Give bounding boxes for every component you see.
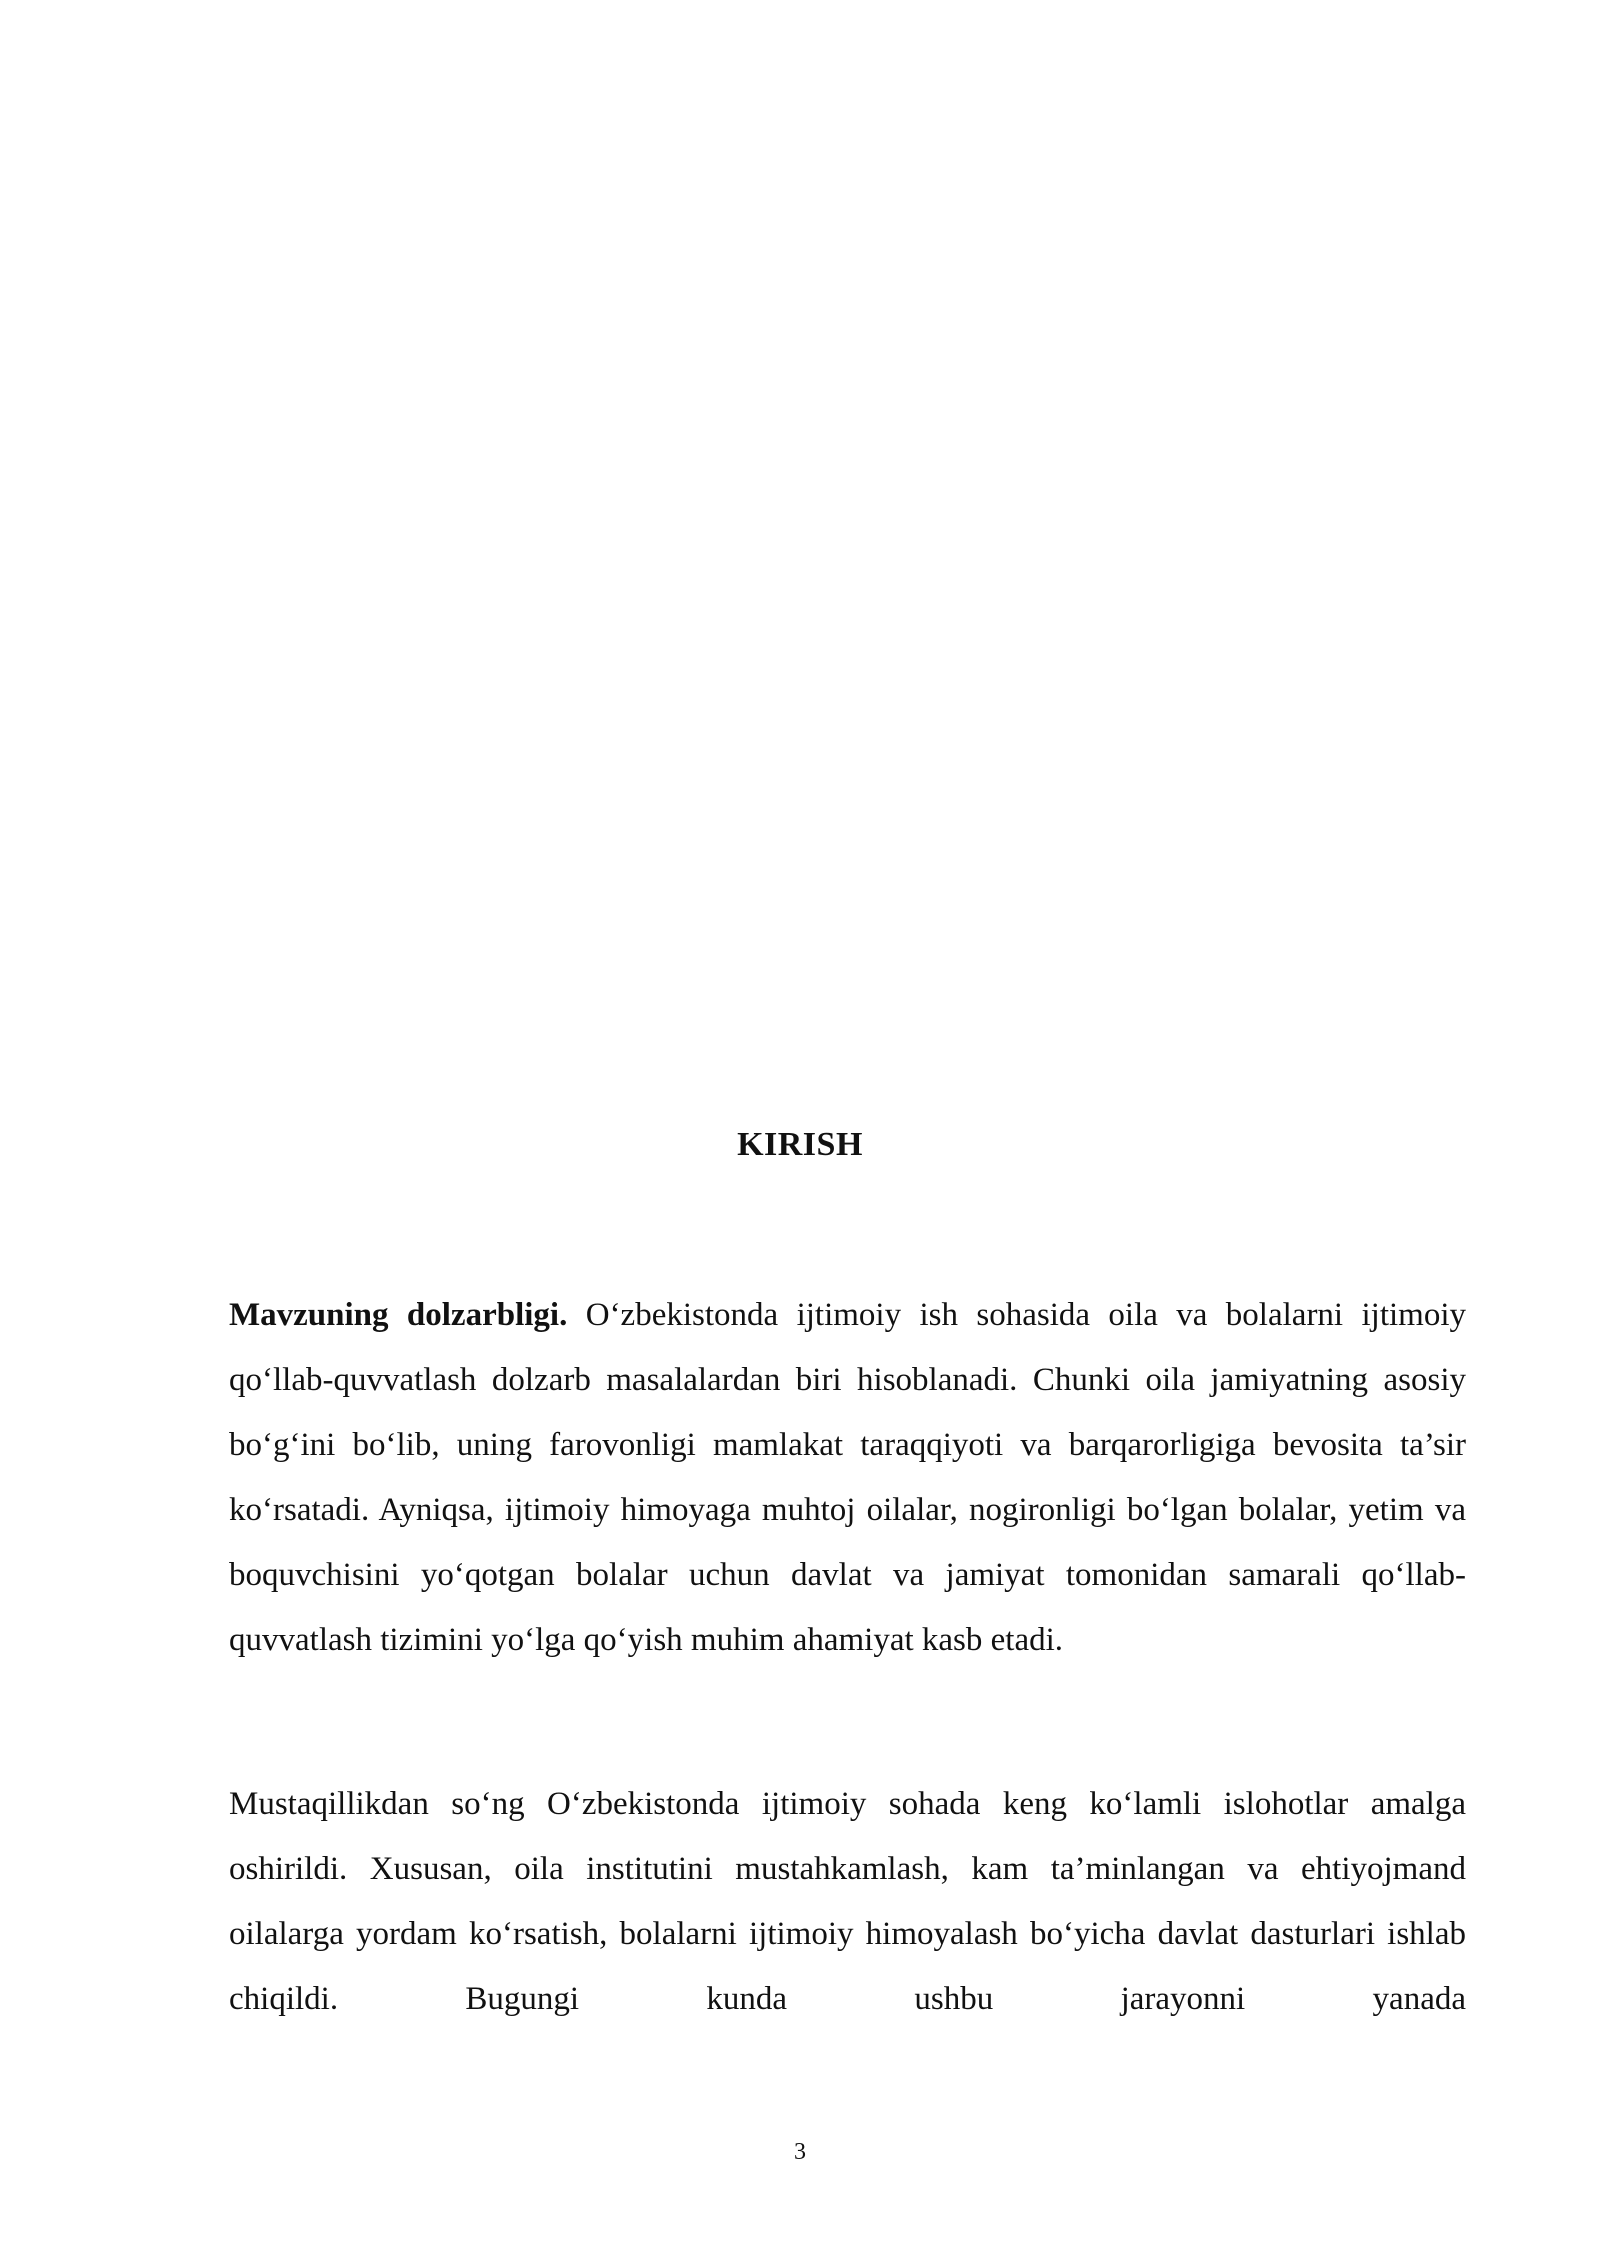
paragraph-text: O‘zbekistonda ijtimoiy ish sohasida oila va bolalarni ijtimoiy qo‘llab-quvvatlash dolzarb masalalardan biri hisoblanadi. Chunki oila jamiyatning asosiy bo‘g‘ini bo‘lib, uning farovonligi mamlakat taraqqiyoti va barqarorligiga bevosita ta’sir ko‘rsatadi. Ayniqsa, ijtimoiy himoyaga muhtoj oilalar, nogironligi bo‘lgan bolalar, yetim va boquvchisini yo‘qotgan bolalar uchun davlat va jamiyat tomonidan samarali qo‘llab-quvvatlash tizimini yo‘lga qo‘yish muhim ahamiyat kasb etadi.	[229, 1297, 1466, 1658]
paragraph-relevance	[229, 1283, 1466, 1673]
paragraph-reforms	[229, 1772, 1466, 2032]
paragraph-lead: Mavzuning dolzarbligi.	[229, 1297, 568, 1333]
page-number: 3	[794, 2139, 806, 2165]
paragraph-text: Mustaqillikdan so‘ng O‘zbekistonda ijtimoiy sohada keng ko‘lamli islohotlar amalga oshirildi. Xususan, oila institutini mustahkamlash, kam ta’minlangan va ehtiyojmand oilalarga yordam ko‘rsatish, bolalarni ijtimoiy himoyalash bo‘yicha davlat dasturlari ishlab chiqildi. Bugungi kunda ushbu jarayonni yanada	[229, 1786, 1466, 2017]
section-heading: KIRISH	[737, 1126, 863, 1163]
